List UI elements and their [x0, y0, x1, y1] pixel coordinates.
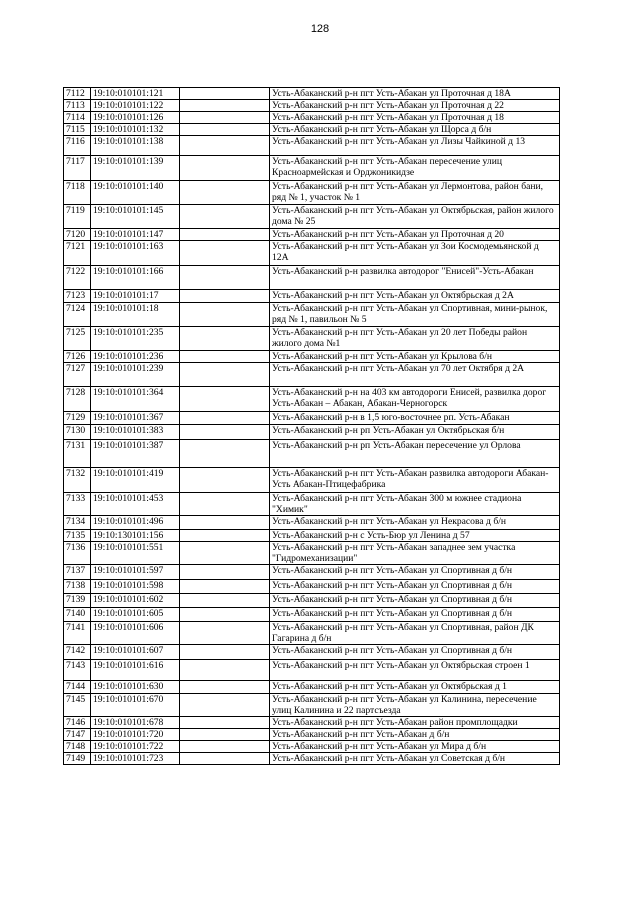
cadastral-number: 19:10:010101:132 — [91, 124, 180, 136]
cadastral-number: 19:10:010101:602 — [91, 594, 180, 608]
address: Усть-Абаканский р-н пгт Усть-Абакан ул Лизы Чайкиной д 13 — [270, 136, 560, 156]
cadastral-number: 19:10:010101:383 — [91, 425, 180, 440]
empty-cell — [180, 530, 270, 542]
cadastral-number: 19:10:010101:722 — [91, 741, 180, 753]
address: Усть-Абаканский р-н развилка автодорог "Енисей"-Усть-Абакан — [270, 266, 560, 290]
address: Усть-Абаканский р-н пгт Усть-Абакан ул 20 лет Победы район жилого дома №1 — [270, 327, 560, 351]
row-number: 7117 — [64, 156, 91, 181]
cadastral-number: 19:10:010101:367 — [91, 412, 180, 425]
empty-cell — [180, 266, 270, 290]
empty-cell — [180, 351, 270, 363]
empty-cell — [180, 303, 270, 327]
page-number: 128 — [310, 23, 330, 35]
row-number: 7125 — [64, 327, 91, 351]
row-number: 7141 — [64, 622, 91, 645]
address: Усть-Абаканский р-н пгт Усть-Абакан западнее зем участка "Гидромеханизации" — [270, 542, 560, 565]
address: Усть-Абаканский р-н пгт Усть-Абакан ул Октябрьская д 2А — [270, 290, 560, 303]
cadastral-number: 19:10:010101:235 — [91, 327, 180, 351]
cadastral-number: 19:10:010101:236 — [91, 351, 180, 363]
row-number: 7139 — [64, 594, 91, 608]
cadastral-number: 19:10:010101:607 — [91, 645, 180, 660]
empty-cell — [180, 622, 270, 645]
row-number: 7127 — [64, 363, 91, 387]
cadastral-number: 19:10:010101:139 — [91, 156, 180, 181]
row-number: 7146 — [64, 717, 91, 729]
cadastral-number: 19:10:010101:239 — [91, 363, 180, 387]
table-row — [64, 516, 560, 530]
empty-cell — [180, 100, 270, 112]
cadastral-number: 19:10:010101:723 — [91, 753, 180, 765]
address: Усть-Абаканский р-н рп Усть-Абакан пересечение ул Орлова — [270, 440, 560, 468]
table-row — [64, 156, 560, 181]
table-row — [64, 565, 560, 580]
table-row — [64, 594, 560, 608]
row-number: 7131 — [64, 440, 91, 468]
table-row — [64, 412, 560, 425]
cadastral-number: 19:10:130101:156 — [91, 530, 180, 542]
empty-cell — [180, 608, 270, 622]
row-number: 7149 — [64, 753, 91, 765]
cadastral-number: 19:10:010101:145 — [91, 205, 180, 229]
cadastral-number: 19:10:010101:122 — [91, 100, 180, 112]
cadastral-number: 19:10:010101:670 — [91, 694, 180, 717]
cadastral-number: 19:10:010101:17 — [91, 290, 180, 303]
empty-cell — [180, 741, 270, 753]
empty-cell — [180, 124, 270, 136]
empty-cell — [180, 493, 270, 516]
row-number: 7126 — [64, 351, 91, 363]
cadastral-number: 19:10:010101:605 — [91, 608, 180, 622]
cadastral-number: 19:10:010101:387 — [91, 440, 180, 468]
table-row — [64, 622, 560, 645]
cadastral-number: 19:10:010101:453 — [91, 493, 180, 516]
row-number: 7138 — [64, 580, 91, 594]
table-row — [64, 493, 560, 516]
row-number: 7115 — [64, 124, 91, 136]
address: Усть-Абаканский р-н пгт Усть-Абакан ул Проточная д 20 — [270, 229, 560, 241]
table-row — [64, 181, 560, 205]
empty-cell — [180, 594, 270, 608]
cadastral-number: 19:10:010101:606 — [91, 622, 180, 645]
table-row — [64, 290, 560, 303]
address: Усть-Абаканский р-н пгт Усть-Абакан ул Проточная д 22 — [270, 100, 560, 112]
cadastral-number: 19:10:010101:163 — [91, 241, 180, 266]
table-row — [64, 112, 560, 124]
cadastral-number: 19:10:010101:18 — [91, 303, 180, 327]
table-row — [64, 229, 560, 241]
address: Усть-Абаканский р-н пгт Усть-Абакан ул Мира д б/н — [270, 741, 560, 753]
cadastral-number: 19:10:010101:140 — [91, 181, 180, 205]
address: Усть-Абаканский р-н пгт Усть-Абакан ул Лермонтова, район бани, ряд № 1, участок № 1 — [270, 181, 560, 205]
row-number: 7129 — [64, 412, 91, 425]
cadastral-number: 19:10:010101:720 — [91, 729, 180, 741]
cadastral-number: 19:10:010101:678 — [91, 717, 180, 729]
address: Усть-Абаканский р-н пгт Усть-Абакан ул Октябрьская д 1 — [270, 681, 560, 694]
empty-cell — [180, 468, 270, 493]
table-row — [64, 753, 560, 765]
row-number: 7142 — [64, 645, 91, 660]
address: Усть-Абаканский р-н пгт Усть-Абакан ул Спортивная, район ДК Гагарина д б/н — [270, 622, 560, 645]
row-number: 7120 — [64, 229, 91, 241]
table-row — [64, 694, 560, 717]
table-row — [64, 363, 560, 387]
table-row — [64, 440, 560, 468]
table-row — [64, 580, 560, 594]
cadastral-number: 19:10:010101:630 — [91, 681, 180, 694]
row-number: 7135 — [64, 530, 91, 542]
address: Усть-Абаканский р-н пгт Усть-Абакан ул Октябрьская, район жилого дома № 25 — [270, 205, 560, 229]
cadastral-number: 19:10:010101:419 — [91, 468, 180, 493]
empty-cell — [180, 412, 270, 425]
row-number: 7123 — [64, 290, 91, 303]
address: Усть-Абаканский р-н пгт Усть-Абакан ул 70 лет Октября д 2А — [270, 363, 560, 387]
empty-cell — [180, 717, 270, 729]
row-number: 7118 — [64, 181, 91, 205]
row-number: 7113 — [64, 100, 91, 112]
table-row — [64, 645, 560, 660]
row-number: 7137 — [64, 565, 91, 580]
empty-cell — [180, 440, 270, 468]
row-number: 7144 — [64, 681, 91, 694]
empty-cell — [180, 290, 270, 303]
table-row — [64, 100, 560, 112]
empty-cell — [180, 205, 270, 229]
row-number: 7147 — [64, 729, 91, 741]
empty-cell — [180, 363, 270, 387]
cadastral-number: 19:10:010101:364 — [91, 387, 180, 412]
cadastral-number: 19:10:010101:147 — [91, 229, 180, 241]
address: Усть-Абаканский р-н пгт Усть-Абакан ул Спортивная д б/н — [270, 594, 560, 608]
empty-cell — [180, 88, 270, 100]
empty-cell — [180, 156, 270, 181]
table-row — [64, 425, 560, 440]
empty-cell — [180, 136, 270, 156]
row-number: 7124 — [64, 303, 91, 327]
empty-cell — [180, 327, 270, 351]
empty-cell — [180, 580, 270, 594]
table-row — [64, 660, 560, 681]
address: Усть-Абаканский р-н пгт Усть-Абакан ул Октябрьская строен 1 — [270, 660, 560, 681]
table-row — [64, 351, 560, 363]
address: Усть-Абаканский р-н с Усть-Бюр ул Ленина д 57 — [270, 530, 560, 542]
table-row — [64, 136, 560, 156]
address: Усть-Абаканский р-н пгт Усть-Абакан ул Проточная д 18 — [270, 112, 560, 124]
address: Усть-Абаканский р-н пгт Усть-Абакан 300 м южнее стадиона "Химик" — [270, 493, 560, 516]
row-number: 7134 — [64, 516, 91, 530]
empty-cell — [180, 229, 270, 241]
empty-cell — [180, 241, 270, 266]
registry-table — [63, 87, 560, 765]
address: Усть-Абаканский р-н рп Усть-Абакан ул Октябрьская б/н — [270, 425, 560, 440]
empty-cell — [180, 681, 270, 694]
table-row — [64, 205, 560, 229]
empty-cell — [180, 542, 270, 565]
address: Усть-Абаканский р-н пгт Усть-Абакан пересечение улиц Красноармейская и Орджоникидзе — [270, 156, 560, 181]
row-number: 7145 — [64, 694, 91, 717]
table-row — [64, 608, 560, 622]
address: Усть-Абаканский р-н на 403 км автодороги Енисей, развилка дорог Усть-Абакан – Абакан, Абакан-Черногорск — [270, 387, 560, 412]
table-row — [64, 542, 560, 565]
table-row — [64, 681, 560, 694]
cadastral-number: 19:10:010101:616 — [91, 660, 180, 681]
row-number: 7132 — [64, 468, 91, 493]
address: Усть-Абаканский р-н пгт Усть-Абакан д б/н — [270, 729, 560, 741]
empty-cell — [180, 387, 270, 412]
row-number: 7133 — [64, 493, 91, 516]
empty-cell — [180, 645, 270, 660]
cadastral-number: 19:10:010101:138 — [91, 136, 180, 156]
cadastral-number: 19:10:010101:551 — [91, 542, 180, 565]
empty-cell — [180, 516, 270, 530]
address: Усть-Абаканский р-н пгт Усть-Абакан ул Спортивная д б/н — [270, 580, 560, 594]
cadastral-number: 19:10:010101:121 — [91, 88, 180, 100]
address: Усть-Абаканский р-н в 1,5 юго-восточнее рп. Усть-Абакан — [270, 412, 560, 425]
cadastral-number: 19:10:010101:126 — [91, 112, 180, 124]
address: Усть-Абаканский р-н пгт Усть-Абакан ул Спортивная д б/н — [270, 608, 560, 622]
table-row — [64, 741, 560, 753]
row-number: 7128 — [64, 387, 91, 412]
row-number: 7114 — [64, 112, 91, 124]
row-number: 7119 — [64, 205, 91, 229]
row-number: 7143 — [64, 660, 91, 681]
address: Усть-Абаканский р-н пгт Усть-Абакан ул Некрасова д б/н — [270, 516, 560, 530]
address: Усть-Абаканский р-н пгт Усть-Абакан ул Спортивная д б/н — [270, 645, 560, 660]
empty-cell — [180, 425, 270, 440]
address: Усть-Абаканский р-н пгт Усть-Абакан развилка автодороги Абакан-Усть Абакан-Птицефабрика — [270, 468, 560, 493]
empty-cell — [180, 753, 270, 765]
table-row — [64, 530, 560, 542]
address: Усть-Абаканский р-н пгт Усть-Абакан ул Щорса д б/н — [270, 124, 560, 136]
table-row — [64, 303, 560, 327]
cadastral-number: 19:10:010101:496 — [91, 516, 180, 530]
address: Усть-Абаканский р-н пгт Усть-Абакан ул Калинина, пересечение улиц Калинина и 22 партсъезда — [270, 694, 560, 717]
address: Усть-Абаканский р-н пгт Усть-Абакан ул Проточная д 18А — [270, 88, 560, 100]
address: Усть-Абаканский р-н пгт Усть-Абакан ул Спортивная, мини-рынок, ряд № 1, павильон № 5 — [270, 303, 560, 327]
empty-cell — [180, 660, 270, 681]
empty-cell — [180, 729, 270, 741]
cadastral-number: 19:10:010101:166 — [91, 266, 180, 290]
row-number: 7148 — [64, 741, 91, 753]
table-row — [64, 88, 560, 100]
row-number: 7130 — [64, 425, 91, 440]
address: Усть-Абаканский р-н пгт Усть-Абакан ул Спортивная д б/н — [270, 565, 560, 580]
table-row — [64, 241, 560, 266]
empty-cell — [180, 181, 270, 205]
table-row — [64, 327, 560, 351]
empty-cell — [180, 565, 270, 580]
row-number: 7116 — [64, 136, 91, 156]
table-row — [64, 124, 560, 136]
cadastral-number: 19:10:010101:597 — [91, 565, 180, 580]
empty-cell — [180, 112, 270, 124]
address: Усть-Абаканский р-н пгт Усть-Абакан ул Советская д б/н — [270, 753, 560, 765]
table-row — [64, 468, 560, 493]
address: Усть-Абаканский р-н пгт Усть-Абакан ул Крылова б/н — [270, 351, 560, 363]
row-number: 7112 — [64, 88, 91, 100]
cadastral-number: 19:10:010101:598 — [91, 580, 180, 594]
row-number: 7122 — [64, 266, 91, 290]
table-row — [64, 729, 560, 741]
row-number: 7136 — [64, 542, 91, 565]
empty-cell — [180, 694, 270, 717]
table-row — [64, 387, 560, 412]
row-number: 7140 — [64, 608, 91, 622]
table-row — [64, 266, 560, 290]
address: Усть-Абаканский р-н пгт Усть-Абакан район промплощадки — [270, 717, 560, 729]
table-row — [64, 717, 560, 729]
registry-rows — [64, 88, 560, 765]
address: Усть-Абаканский р-н пгт Усть-Абакан ул Зои Космодемьянской д 12А — [270, 241, 560, 266]
row-number: 7121 — [64, 241, 91, 266]
